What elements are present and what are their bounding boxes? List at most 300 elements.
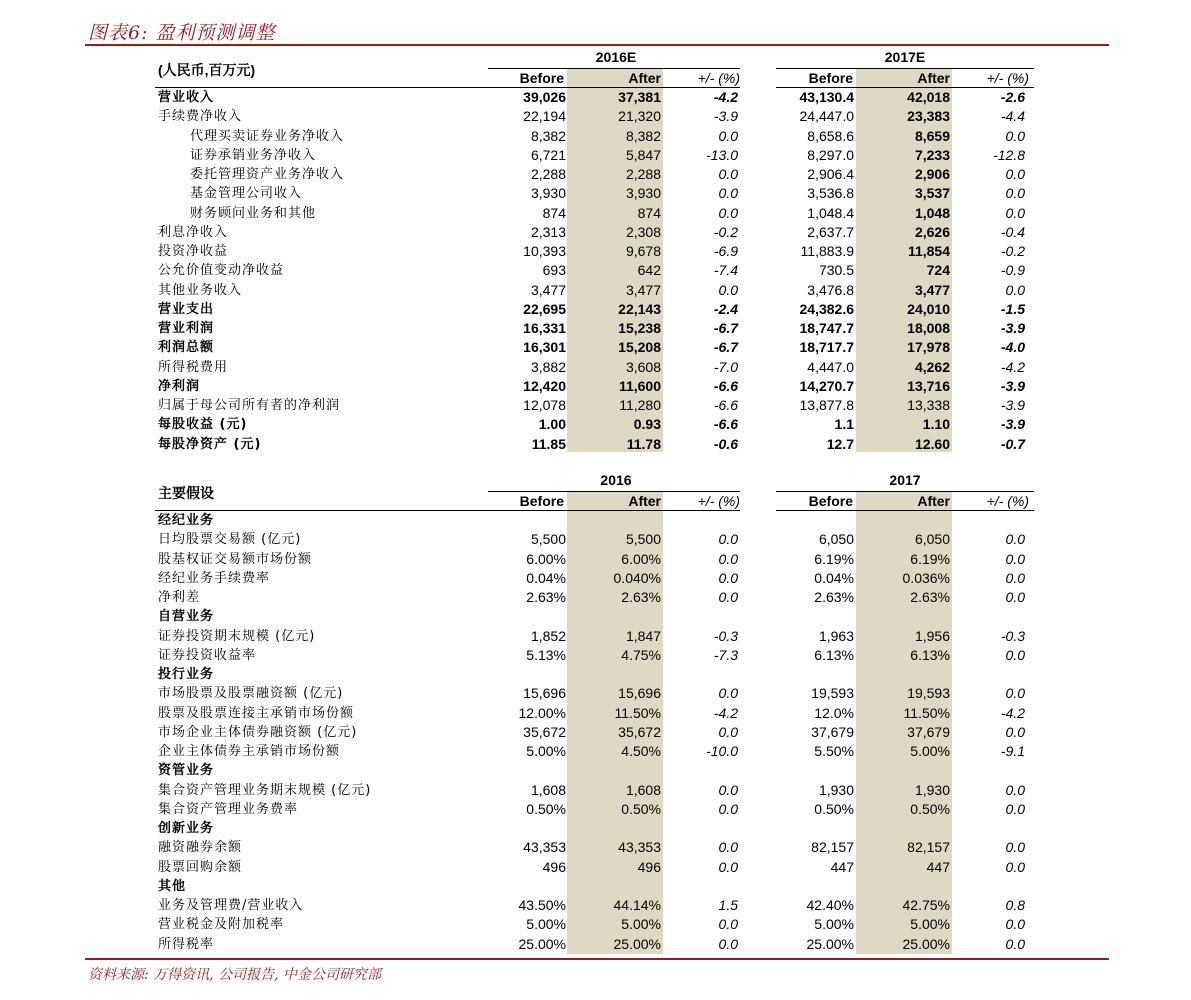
cell-after-b: 1,956	[914, 627, 950, 644]
cell-after-a: 496	[637, 858, 661, 875]
cell-after-b: 24,010	[907, 300, 950, 317]
cell-after-b: 3,537	[914, 185, 950, 202]
row-label: 股基权证交易额市场份额	[158, 551, 313, 567]
cell-before-b: 8,297.0	[807, 146, 854, 163]
cell-change-a: 0.0	[718, 858, 738, 875]
cell-change-a: 0.0	[718, 569, 738, 586]
cell-before-a: 6,721	[530, 146, 566, 163]
cell-before-a: 6.00%	[526, 550, 566, 567]
row-label: 公允价值变动净收益	[158, 263, 285, 279]
cell-before-b: 4,447.0	[807, 358, 854, 375]
cell-change-a: 0.0	[718, 800, 738, 817]
cell-before-a: 3,930	[530, 185, 566, 202]
table-row	[0, 935, 1191, 954]
row-label: 经纪业务	[158, 513, 215, 528]
cell-before-a: 22,194	[523, 108, 566, 125]
cell-before-a: 12,078	[523, 397, 566, 413]
cell-change-a: 1.5	[718, 897, 738, 913]
cell-before-b: 1,048.4	[807, 204, 854, 221]
cell-change-b: 0.0	[1005, 800, 1025, 817]
row-label: 企业主体债券主承销市场份额	[158, 744, 341, 759]
cell-change-a: 0.0	[718, 550, 738, 567]
cell-after-a: 6.00%	[621, 550, 661, 567]
cell-before-b: 5.50%	[814, 743, 854, 759]
cell-after-b: 5.00%	[910, 743, 950, 759]
cell-before-b: 12.7	[826, 435, 854, 452]
cell-change-a: 0.0	[718, 204, 738, 221]
cell-after-a: 2,308	[625, 223, 661, 240]
table2-year-b-rule	[776, 491, 1034, 492]
cell-after-b: 42.75%	[902, 897, 950, 913]
cell-after-b: 18,008	[907, 320, 950, 336]
table-row	[0, 550, 1191, 569]
cell-after-a: 1,847	[625, 627, 661, 644]
cell-after-a: 5,847	[625, 146, 661, 163]
table-row	[0, 223, 1191, 242]
cell-before-a: 0.04%	[526, 569, 566, 586]
cell-after-b: 23,383	[907, 108, 950, 125]
cell-change-b: 0.0	[1005, 916, 1025, 933]
row-label: 其他业务收入	[158, 282, 243, 298]
table-row	[0, 146, 1191, 165]
table-row	[0, 627, 1191, 646]
cell-change-a: -3.9	[713, 108, 738, 125]
cell-before-b: 3,536.8	[807, 185, 854, 202]
row-label: 投资净收益	[158, 244, 229, 259]
table-row	[0, 338, 1191, 357]
cell-after-b: 1,930	[914, 781, 950, 798]
cell-change-a: -0.3	[713, 627, 738, 644]
cell-change-a: -6.6	[713, 377, 738, 394]
row-label: 委托管理资产业务净收入	[190, 167, 345, 182]
cell-after-a: 44.14%	[613, 897, 661, 913]
table2-year-a: 2016	[600, 472, 632, 488]
table-row	[0, 281, 1191, 300]
cell-before-a: 43,353	[523, 839, 566, 856]
cell-before-b: 1,963	[818, 627, 854, 644]
cell-change-a: 0.0	[718, 185, 738, 202]
cell-change-b: -4.4	[1000, 108, 1025, 125]
cell-before-b: 6,050	[818, 531, 854, 548]
row-label: 每股收益 (元)	[158, 417, 248, 433]
cell-after-a: 3,477	[625, 281, 661, 298]
cell-before-a: 496	[542, 858, 566, 875]
cell-after-a: 4.75%	[621, 646, 661, 663]
cell-change-a: 0.0	[718, 916, 738, 933]
table2-col-change-b: +/- (%)	[986, 493, 1029, 509]
row-label: 每股净资产 (元)	[158, 436, 262, 452]
cell-before-a: 1,608	[530, 781, 566, 798]
cell-after-b: 13,338	[907, 397, 950, 413]
table2-year-b: 2017	[889, 472, 921, 488]
cell-change-b: -0.3	[1000, 627, 1025, 644]
cell-change-a: -7.3	[713, 646, 738, 663]
cell-after-a: 15,208	[618, 339, 661, 356]
cell-after-b: 17,978	[907, 339, 950, 356]
cell-after-a: 5,500	[625, 531, 661, 548]
cell-before-a: 16,301	[523, 339, 566, 356]
cell-after-a: 8,382	[625, 127, 661, 144]
source-note: 资料来源: 万得资讯, 公司报告, 中金公司研究部	[88, 967, 381, 983]
cell-before-b: 12.0%	[814, 704, 854, 721]
cell-before-b: 730.5	[818, 262, 854, 279]
cell-change-b: 0.0	[1005, 723, 1025, 740]
cell-before-b: 25.00%	[806, 935, 854, 952]
row-label: 集合资产管理业务费率	[158, 801, 299, 817]
cell-change-a: -6.6	[713, 416, 738, 433]
row-label: 代理买卖证券业务净收入	[190, 128, 345, 144]
cell-change-b: -3.9	[1000, 416, 1025, 433]
cell-before-b: 0.50%	[814, 800, 854, 817]
table-row	[0, 800, 1191, 819]
row-label: 手续费净收入	[158, 109, 243, 125]
cell-change-b: -3.9	[1000, 397, 1025, 413]
cell-change-a: 0.0	[718, 935, 738, 952]
cell-change-a: -7.4	[713, 262, 738, 279]
cell-change-a: -0.6	[713, 435, 738, 452]
cell-before-a: 25.00%	[518, 935, 566, 952]
table-row	[0, 127, 1191, 146]
table2-title: 主要假设	[158, 485, 214, 501]
section-header-row	[0, 877, 1191, 896]
cell-after-b: 6,050	[914, 531, 950, 548]
cell-change-b: 0.0	[1005, 589, 1025, 605]
cell-change-a: -0.2	[713, 223, 738, 240]
cell-after-a: 11,280	[619, 397, 661, 413]
cell-before-a: 35,672	[523, 723, 566, 740]
cell-before-b: 18,747.7	[799, 320, 854, 336]
cell-before-a: 10,393	[523, 243, 566, 259]
table-row	[0, 319, 1191, 338]
cell-after-a: 1,608	[625, 781, 661, 798]
cell-change-b: 0.0	[1005, 204, 1025, 221]
cell-before-b: 447	[830, 858, 854, 875]
row-label: 自营业务	[158, 609, 215, 625]
cell-change-b: -3.9	[1000, 320, 1025, 336]
cell-change-b: 0.0	[1005, 531, 1025, 548]
table-row	[0, 569, 1191, 588]
cell-after-b: 2,626	[914, 223, 950, 240]
cell-change-b: 0.0	[1005, 781, 1025, 798]
cell-after-a: 2,288	[625, 166, 661, 182]
cell-before-b: 3,476.8	[807, 281, 854, 298]
cell-after-b: 8,659	[914, 127, 950, 144]
row-label: 基金管理公司收入	[190, 186, 303, 202]
cell-change-b: -9.1	[1000, 743, 1025, 759]
cell-change-b: 0.0	[1005, 685, 1025, 702]
cell-after-b: 4,262	[914, 358, 950, 375]
cell-after-a: 4.50%	[621, 743, 661, 759]
cell-change-a: -10.0	[706, 743, 738, 759]
table1-col-before-a: Before	[519, 70, 564, 86]
table-row	[0, 838, 1191, 857]
cell-change-b: -2.6	[1000, 89, 1025, 105]
cell-change-b: -3.9	[1000, 377, 1025, 394]
table-row	[0, 415, 1191, 434]
table-row	[0, 723, 1191, 742]
cell-after-a: 2.63%	[621, 589, 661, 605]
cell-before-a: 12.00%	[518, 704, 566, 721]
cell-change-a: 0.0	[718, 281, 738, 298]
table-row	[0, 300, 1191, 319]
title-rule	[85, 44, 1109, 46]
cell-before-b: 42.40%	[806, 897, 854, 913]
cell-after-b: 6.13%	[910, 646, 950, 663]
cell-change-b: 0.0	[1005, 646, 1025, 663]
row-label: 所得税费用	[158, 359, 229, 375]
table-row	[0, 358, 1191, 377]
table-row	[0, 165, 1191, 184]
table1-year-b: 2017E	[884, 49, 926, 65]
cell-after-b: 3,477	[914, 281, 950, 298]
row-label: 证券投资期末规模 (亿元)	[158, 628, 316, 644]
table2-col-after-b: After	[917, 493, 950, 509]
cell-change-b: 0.0	[1005, 185, 1025, 202]
cell-before-a: 1,852	[530, 627, 566, 644]
table-row	[0, 377, 1191, 396]
cell-after-b: 19,593	[907, 685, 950, 702]
section-header-row	[0, 607, 1191, 626]
table-row	[0, 704, 1191, 723]
cell-before-b: 6.13%	[814, 646, 854, 663]
cell-before-b: 19,593	[811, 685, 854, 702]
cell-after-a: 11,600	[618, 377, 661, 394]
cell-change-b: 0.8	[1005, 897, 1025, 913]
cell-before-b: 1,930	[818, 781, 854, 798]
row-label: 其他	[158, 878, 187, 894]
cell-before-b: 11,883.9	[800, 243, 854, 259]
cell-before-a: 5.00%	[526, 743, 566, 759]
table-row	[0, 396, 1191, 415]
cell-change-a: 0.0	[718, 589, 738, 605]
cell-change-a: -7.0	[713, 358, 738, 375]
row-label: 市场股票及股票融资额 (亿元)	[158, 686, 344, 702]
cell-before-b: 2,906.4	[807, 166, 854, 182]
row-label: 营业利润	[158, 321, 215, 336]
cell-after-a: 35,672	[618, 723, 661, 740]
cell-before-b: 24,447.0	[799, 108, 854, 125]
table2-col-before-b: Before	[808, 493, 853, 509]
table-row	[0, 915, 1191, 934]
cell-change-b: 0.0	[1005, 935, 1025, 952]
cell-before-b: 0.04%	[814, 569, 854, 586]
row-label: 证券投资收益率	[158, 647, 257, 663]
cell-after-a: 43,353	[618, 839, 661, 856]
cell-change-b: -4.2	[1000, 704, 1025, 721]
cell-after-a: 11.50%	[614, 704, 661, 721]
cell-change-b: -12.8	[993, 146, 1025, 163]
table-row	[0, 204, 1191, 223]
cell-change-b: 0.0	[1005, 858, 1025, 875]
cell-before-a: 2,313	[530, 223, 566, 240]
cell-before-a: 5.13%	[526, 646, 566, 663]
footer-rule	[85, 958, 1109, 960]
cell-change-b: -1.5	[1000, 300, 1025, 317]
cell-before-a: 2.63%	[526, 589, 566, 605]
table2-year-a-rule	[488, 491, 740, 492]
cell-after-b: 2,906	[914, 166, 950, 182]
row-label: 经纪业务手续费率	[158, 570, 271, 586]
cell-change-b: 0.0	[1005, 281, 1025, 298]
cell-before-b: 2.63%	[814, 589, 854, 605]
row-label: 资管业务	[158, 763, 215, 779]
cell-change-b: -4.0	[1000, 339, 1025, 356]
section-header-row	[0, 761, 1191, 780]
row-label: 归属于母公司所有者的净利润	[158, 398, 341, 413]
cell-after-a: 11.78	[626, 435, 661, 452]
cell-after-a: 0.93	[633, 416, 661, 433]
row-label: 股票及股票连接主承销市场份额	[158, 705, 355, 721]
row-label: 财务顾问业务和其他	[190, 205, 317, 221]
cell-after-b: 2.63%	[910, 589, 950, 605]
cell-before-b: 14,270.7	[799, 377, 854, 394]
cell-before-a: 43.50%	[518, 897, 566, 913]
section-header-row	[0, 511, 1191, 530]
table1-col-change-b: +/- (%)	[986, 70, 1029, 86]
cell-after-b: 82,157	[907, 839, 950, 856]
cell-before-b: 82,157	[811, 839, 854, 856]
cell-after-b: 5.00%	[910, 916, 950, 933]
row-label: 日均股票交易额 (亿元)	[158, 532, 302, 548]
table1-col-after-a: After	[628, 70, 661, 86]
cell-after-a: 21,320	[618, 108, 661, 125]
cell-change-b: 0.0	[1005, 127, 1025, 144]
table-row	[0, 530, 1191, 549]
cell-before-a: 5.00%	[526, 916, 566, 933]
cell-after-b: 6.19%	[910, 550, 950, 567]
table-row	[0, 781, 1191, 800]
cell-after-a: 3,930	[625, 185, 661, 202]
table1-col-change-a: +/- (%)	[697, 70, 740, 86]
cell-change-a: 0.0	[718, 723, 738, 740]
row-label: 融资融券余额	[158, 840, 243, 856]
cell-after-a: 37,381	[618, 89, 661, 105]
cell-change-a: -6.6	[713, 397, 738, 413]
cell-change-b: 0.0	[1005, 839, 1025, 856]
cell-before-a: 8,382	[530, 127, 566, 144]
cell-before-b: 24,382.6	[799, 300, 854, 317]
cell-change-a: 0.0	[718, 531, 738, 548]
cell-after-b: 1.10	[922, 416, 950, 433]
cell-change-a: -13.0	[706, 146, 738, 163]
cell-before-a: 693	[542, 262, 566, 279]
cell-before-a: 12,420	[523, 377, 566, 394]
cell-after-a: 0.040%	[613, 569, 661, 586]
cell-change-a: 0.0	[718, 127, 738, 144]
page-title: 图表6: 盈利预测调整	[88, 22, 276, 44]
row-label: 利润总额	[158, 340, 215, 356]
table1-year-a: 2016E	[595, 49, 637, 65]
cell-after-b: 0.036%	[902, 569, 950, 586]
cell-before-b: 8,658.6	[807, 127, 854, 144]
cell-before-b: 37,679	[811, 723, 854, 740]
cell-before-a: 22,695	[523, 300, 566, 317]
row-label: 创新业务	[158, 821, 215, 836]
cell-change-a: 0.0	[718, 781, 738, 798]
cell-after-b: 0.50%	[910, 800, 950, 817]
cell-before-a: 3,882	[530, 358, 566, 375]
table-row	[0, 588, 1191, 607]
table1-unit-label: (人民币,百万元)	[158, 62, 256, 78]
table-row	[0, 107, 1191, 126]
row-label: 净利差	[158, 590, 201, 605]
row-label: 市场企业主体债券融资额 (亿元)	[158, 724, 358, 740]
cell-before-a: 11.85	[531, 435, 566, 452]
row-label: 利息净收入	[158, 224, 229, 240]
row-label: 营业支出	[158, 301, 215, 317]
cell-change-b: 0.0	[1005, 550, 1025, 567]
cell-change-a: -6.7	[713, 339, 738, 356]
cell-change-a: 0.0	[718, 685, 738, 702]
section-header-row	[0, 819, 1191, 838]
cell-after-b: 11,854	[907, 243, 950, 259]
cell-after-b: 13,716	[907, 377, 950, 394]
cell-before-a: 1.00	[538, 416, 566, 433]
cell-change-b: -0.9	[1000, 262, 1025, 279]
table-row	[0, 684, 1191, 703]
cell-before-b: 43,130.4	[799, 89, 854, 105]
table-row	[0, 742, 1191, 761]
table2-col-before-a: Before	[519, 493, 564, 509]
cell-before-a: 15,696	[523, 685, 566, 702]
cell-before-a: 2,288	[530, 166, 566, 182]
cell-change-a: -2.4	[713, 300, 738, 317]
cell-before-b: 5.00%	[814, 916, 854, 933]
cell-before-a: 874	[542, 204, 566, 221]
table-row	[0, 261, 1191, 280]
table-row	[0, 242, 1191, 261]
row-label: 营业税金及附加税率	[158, 917, 285, 933]
table1-year-a-rule	[488, 68, 740, 69]
cell-before-b: 1.1	[834, 416, 854, 433]
table-row	[0, 646, 1191, 665]
cell-before-b: 18,717.7	[799, 339, 854, 356]
cell-after-b: 724	[926, 262, 950, 279]
table-row	[0, 88, 1191, 107]
cell-after-a: 874	[637, 204, 661, 221]
table-row	[0, 896, 1191, 915]
cell-change-a: -6.9	[713, 243, 738, 259]
table1-col-after-b: After	[917, 70, 950, 86]
cell-before-a: 39,026	[523, 89, 566, 105]
cell-after-a: 25.00%	[613, 935, 661, 952]
cell-after-b: 12.60	[914, 435, 950, 452]
cell-change-a: -4.2	[713, 704, 738, 721]
row-label: 业务及管理费/营业收入	[158, 898, 304, 913]
row-label: 集合资产管理业务期末规模 (亿元)	[158, 782, 372, 798]
cell-after-b: 42,018	[907, 89, 950, 105]
cell-change-b: -0.2	[1000, 243, 1025, 259]
cell-after-a: 9,678	[625, 243, 661, 259]
cell-before-b: 2,637.7	[807, 223, 854, 240]
row-label: 股票回购余额	[158, 859, 243, 875]
cell-before-a: 5,500	[530, 531, 566, 548]
cell-change-a: -6.7	[713, 320, 738, 336]
cell-after-b: 25.00%	[902, 935, 950, 952]
cell-after-a: 5.00%	[621, 916, 661, 933]
cell-before-a: 3,477	[530, 281, 566, 298]
cell-after-a: 15,238	[618, 320, 661, 336]
table-row	[0, 184, 1191, 203]
cell-change-a: -4.2	[713, 89, 738, 105]
section-header-row	[0, 665, 1191, 684]
table-row	[0, 435, 1191, 454]
cell-change-b: 0.0	[1005, 166, 1025, 182]
row-label: 营业收入	[158, 90, 215, 105]
cell-after-b: 1,048	[914, 204, 950, 221]
cell-after-b: 11.50%	[903, 704, 950, 721]
cell-change-a: 0.0	[718, 166, 738, 182]
